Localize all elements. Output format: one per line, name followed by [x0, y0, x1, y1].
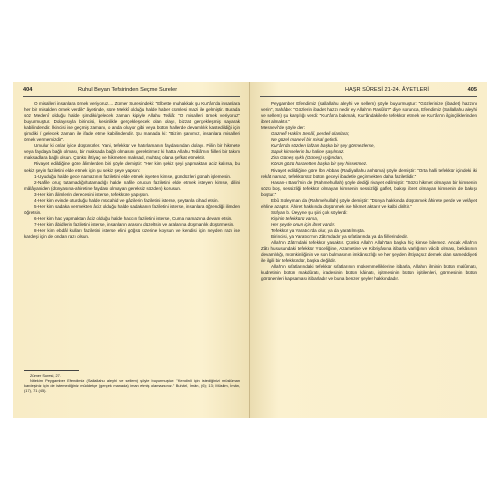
left-footnote-rule — [24, 370, 79, 371]
right-paragraph: Süfyan b. Üeyyne şu şiiri çok söylerdi: — [271, 209, 348, 215]
left-footnote: Zümer Suresi, 27. — [30, 373, 61, 378]
right-header-title: HAŞR SÛRESİ 21-24. ÂYETLERİ — [345, 87, 429, 93]
right-paragraph: Peygamber Efendimiz (sallallahu aleyhi ve sellem) şöyle buyurmuştur: "Gözlerinize (ibadet) hazzını verin", Sahâbe: "Gözlerin ibadet hazzı nedir ey Allah'ın Rasûlü?" diye sorunca, Efendimiz (Sallallahu aleyhi ve sellem) şu karşılığı verdi: "Kur'ân'a bakmak, Kur'ândakilerle tefekkür etmek ve Kur'ân'ın ilginçliklerinden ibret almaktır." — [261, 101, 477, 125]
right-paragraph: Allah'ın Zâtı'ndaki tefekkür yasaktır. Çünkü Allah'ı Allah'tan başka hiç kimse bilemez. Ancak Allah'ın Zâtı hususundaki tefekkür Yüceliğine, Azametine ve Kibriyâsına itibarla varlığının vâcib olması, bekâsının devamlılığı, mümkinliğinin ve son bulmasının imkânsızlığı ve her şeyden ihtiyaçsız demek olan sameddiyeti ile ilgili bir tefekkürdür, başka değildir. — [261, 240, 477, 264]
book-spread — [13, 82, 487, 418]
left-paragraph: 1-Uyuduğu halde gece namazının faziletini elde etmek isyeten kimse, gündüzleri günah işlemesin. — [34, 173, 232, 179]
right-paragraph: Hasan-ı Basrî'nin de (Rahmehullah) şöyle dediği rivayet edilmiştir: "Sözü hikmet olmayan bir kimsenin sözü boş, sessizliği tefekkür olmayan kimsenin sessizliği gaflet, bakışı ibret olmayan kimsenin de bakışı boştur." — [261, 179, 477, 197]
right-verse-line: Ne güzel manevî bir misal getirdi. — [271, 137, 339, 143]
left-header-title: Ruhul Beyan Tefsirinden Seçme Sureler — [78, 87, 178, 93]
right-verse-line: Zira Güneş ışıklı (Güneş) ışığından, — [271, 155, 344, 161]
right-paragraph: Mesnevî'de şöyle der: — [261, 125, 306, 131]
right-paragraph: Allah'ın sıfatlarındaki tefekkür sıfatlarının mükemmelliklerine itibarla, Allahın ilminin bütün malûmatı, kudretinin bütün makdûratı, iradesinin bütün kâinatı, işitmesinin bütün işitilenleri, görmesinin bütün görünenleri kapsaması itibarladır ve buna benzer şeyler hakkındadır. — [261, 264, 477, 282]
right-paragraph: Tefekkür ya Yaratıcı'da olur, ya da yaratılmışta. — [271, 227, 365, 233]
left-paragraph: 7-Her kim âbidlerin faziletini isterse, insanların arasını düzeltsin ve aralarına düşmanlık düşürmesin. — [34, 221, 235, 227]
left-paragraph: 5-Her kim sadaka vermekten âciz olduğu halde sadakanın faziletini isterse, insanlara öğrendiği ilimden öğretsin. — [24, 203, 240, 215]
right-paragraph: Ebû Süleyman da (Rahmehullah) şöyle demiştir: "Dünya hakkında düşünmek âhirete perde ve velâyet ehline azaptır. Âhiret hakkında düşünmek ise hikmet aktarır ve kalbi diriltir." — [261, 197, 477, 209]
right-verse-line: Körün gözü hararetten başka bir şey hissetmez. — [271, 161, 368, 167]
left-paragraph: Umulur ki onlar iyice düşünürler. Yani, tefekkür ve hatırlamanın faydasından dolayı. Fiilin bir hikmete veya faydaya bağlı olması, bir maksada bağlı olmasını gerektirmez ki hatta Allahu Teâlâ'nın fiilleri bir takım maksadlara bağlı olsun. Çünkü ihtiyaç ve hikmeten maksad, muhtaç olana şefkat etmektir. — [24, 143, 240, 161]
left-paragraph: O misalleri insanlara örnek veriyoruz.... Zümer Suresindeki: "Elbette muhakkak şu Kur'ân'da insanlara her bir misalden örnek verdik" âyetinde, süre Mekkî olduğu halde haber cümlesi mazi ile gelmiştir. Burada söz Medenî olduğu halde şimdiki/gelecek zaman kipiyle Allahu Teâlâ: "O misalleri örnek veriyoruz" buyurmuştur. Dolayısıyla birincisi, kesinlikle gerçekleşecek olan olayı, bizzat gerçekleşmiş sayarak kabilindendir. İkincisi ise geçmiş zamanı, o anda oluyor gibi veya bütün hallerde devamlılık kastedildiği için şimdiki / gelecek zaman ile ifade etme kabilindendir. Şu manada ki: "Bizim şanımız, insanlara misalleri örnek vermemizdir". — [24, 101, 240, 143]
right-page-header — [260, 87, 477, 96]
right-header-rule — [260, 96, 477, 97]
left-paragraph: 6-Her kim hac yapmaktan âciz olduğu halde haccın faziletini isterse, Cuma namazına devam etsin. — [34, 215, 233, 221]
left-page-body — [24, 101, 240, 240]
right-paragraph: Birincisi, ya Yaratıcı'nın Zâtı'ndadır ya sıfatlarında ya da fiillerindedir. — [271, 234, 409, 240]
right-verse-line: Gaznelî Hakîm Senâî, perdeli olanlara; — [271, 131, 350, 137]
left-footnote: Nitekim Peygamber Efendimiz (Sallallahu aleyhi ve sellem) şöyle buyurmuştur: "Kendinli için istediğinizi müslüman kardeşiniz için de istemediğiniz müddetçe (gerçek manada) iman etmiş olamazsınız." Buhârî, İmân, (6); 13; Müslim, İmân, (17), 71 (45). — [24, 378, 240, 393]
right-page-body — [261, 101, 477, 282]
left-page-header — [23, 87, 240, 96]
right-page-number: 405 — [467, 87, 477, 93]
left-footnotes — [24, 373, 240, 393]
left-page-number: 404 — [23, 87, 33, 93]
right-verse-line: Kur'ân'da sözden lafzan başka bir şey görmezlerse, — [271, 143, 375, 149]
left-paragraph: 4-Her kim evinde oturduğu halde mücahid ve gâzilerin faziletini isterse, şeytanla cihad etsin. — [34, 197, 219, 203]
left-page — [13, 82, 250, 418]
left-header-rule — [23, 96, 240, 97]
right-verse-line: Kişinin tefekkürü varsa, — [271, 215, 319, 221]
right-paragraph: Rivayet edildiğine göre İbn Abbas (Radiyallahu anhüma) şöyle demiştir: "Orta halli tefekkür içindeki iki rekât namaz, tefekkürsüz bütün geceyi ibadetle geçirmekten daha faziletlidir." — [261, 167, 477, 179]
right-page — [250, 82, 487, 418]
left-paragraph: 8-Her kim ebdâl kulları faziletini isterse elini göğsü üzerine koysun ve kendisi için neyden razı ise kardeşi için de ondan razı olsun. — [24, 227, 240, 240]
right-verse-line: Sapık kimselerin bu haline şaşılmaz. — [271, 149, 345, 155]
left-paragraph: Rivayet edildiğine göre âlimlerden biri şöyle demiştir: "Her kim şekiz şeyi yapmaktan aciz kalırsa, bu sekiz şeyin faziletini elde etmek için şu sekiz şeye yapsın: — [24, 161, 240, 173]
right-verse-line: Her şeyde onun için ibret vardır. — [271, 221, 336, 227]
left-paragraph: 3-Her kim âlimlerin derecesini isterse, tefekküre yapışsın. — [34, 191, 150, 197]
left-paragraph: 2-Nafile oruç tutamadığı/tutamadığı halde nafile orucun faziletini elde etmek isteyen kimse, dilini mâlâyaniden (dünyasına-ahiretine faydası olmayan gereksiz sözden) korusun. — [24, 179, 240, 191]
